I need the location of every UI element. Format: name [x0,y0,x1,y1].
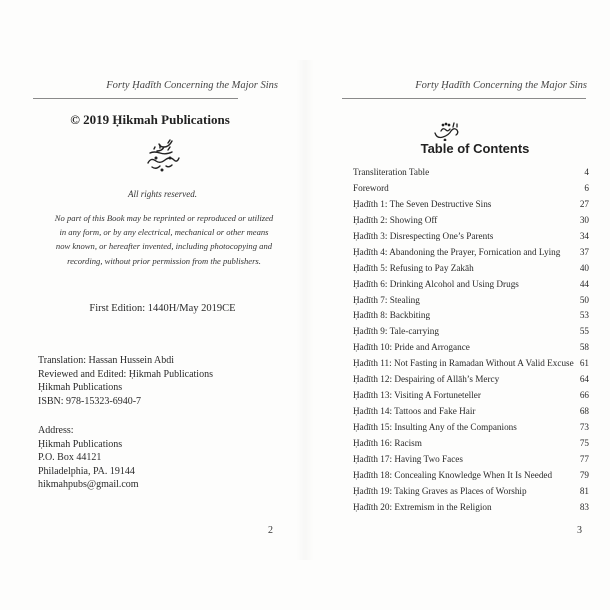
toc-entry[interactable] [353,390,589,406]
toc-entry-title: Ḥadīth 15: Insulting Any of the Companions [353,422,517,432]
toc-entry-page: 58 [579,342,589,353]
page-number: 3 [577,525,582,536]
credits-block [38,354,213,408]
toc-entry-page: 83 [579,501,589,512]
toc-entry-page: 75 [579,437,589,448]
toc-entry-page: 4 [584,167,589,177]
toc-entry-title: Ḥadīth 9: Tale-carrying [353,326,439,337]
toc-entry-title: Ḥadīth 3: Disrespecting One’s Parents [353,230,494,241]
toc-entry[interactable] [353,342,589,358]
running-head: Forty Ḥadīth Concerning the Major Sins [106,80,278,91]
toc-entry-page: 50 [579,294,589,305]
all-rights-reserved: All rights reserved. [128,189,197,199]
toc-entry[interactable] [353,167,589,183]
toc-entry[interactable] [353,295,589,311]
toc-entry[interactable] [353,215,589,231]
toc-entry-page: 37 [579,246,589,257]
toc-entry-page: 53 [579,310,589,321]
toc-entry[interactable] [353,374,589,390]
page-number: 2 [268,525,273,536]
toc-entry-page: 79 [579,469,589,480]
publisher-name: Ḥikmah Publications [38,382,123,394]
arabic-calligraphy-icon [137,135,187,175]
toc-entry-title: Ḥadīth 17: Having Two Faces [353,453,463,464]
toc-entry[interactable] [353,438,589,454]
toc-entry[interactable] [353,199,589,215]
toc-entry-page: 61 [579,358,589,369]
toc-entry[interactable] [353,470,589,486]
toc-entry-title: Ḥadīth 8: Backbiting [353,310,431,321]
address-publisher: Ḥikmah Publications [38,438,123,450]
toc-entry-title: Ḥadīth 10: Pride and Arrogance [353,342,470,353]
toc-entry[interactable] [353,183,589,199]
toc-entry-title: Ḥadīth 4: Abandoning the Prayer, Fornication and Lying [353,246,561,257]
toc-entry-title: Ḥadīth 20: Extremism in the Religion [353,501,492,512]
toc-entry[interactable] [353,310,589,326]
copyright-notice: © 2019 Ḥikmah Publications [70,112,230,127]
toc-entry-page: 55 [579,326,589,337]
toc-entry-page: 68 [579,406,589,417]
calligraphy-glyph-icon [142,137,182,173]
toc-entry-page: 34 [579,230,589,241]
toc-entry[interactable] [353,279,589,295]
header-rule [342,98,586,99]
table-of-contents [353,167,589,518]
address-po-box: P.O. Box 44121 [38,452,102,464]
translation-credit: Translation: Hassan Hussein Abdi [38,355,175,366]
toc-entry-title: Ḥadīth 7: Stealing [353,294,420,305]
toc-entry[interactable] [353,422,589,438]
toc-entry-title: Ḥadīth 6: Drinking Alcohol and Using Drugs [353,278,519,289]
toc-entry-page: 66 [579,390,589,401]
arabic-fihris-icon [427,118,467,142]
toc-entry[interactable] [353,486,589,502]
toc-entry-title: Ḥadīth 5: Refusing to Pay Zakāh [353,262,474,273]
fihris-glyph-icon [431,119,463,141]
toc-entry-page: 64 [579,374,589,385]
toc-entry-page: 73 [579,422,589,432]
toc-entry-page: 27 [579,198,589,209]
toc-entry[interactable] [353,247,589,263]
review-credit: Reviewed and Edited: Ḥikmah Publications [38,368,213,380]
toc-entry-page: 44 [579,278,589,289]
address-block [38,424,139,492]
running-head: Forty Ḥadīth Concerning the Major Sins [415,80,587,91]
toc-entry[interactable] [353,358,589,374]
toc-entry[interactable] [353,406,589,422]
toc-entry-page: 81 [579,485,589,496]
toc-entry-title: Ḥadīth 13: Visiting A Fortuneteller [353,390,481,401]
toc-entry-title: Foreword [353,182,389,193]
edition-info: First Edition: 1440H/May 2019CE [89,303,236,314]
address-email: hikmahpubs@gmail.com [38,479,139,491]
toc-entry[interactable] [353,454,589,470]
toc-entry-title: Ḥadīth 16: Racism [353,437,422,448]
legal-notice [45,211,283,268]
legal-line: in any form, or by any electrical, mechanical or other means [59,227,269,238]
toc-entry-page: 6 [584,182,589,193]
toc-entry[interactable] [353,326,589,342]
toc-entry-title: Transliteration Table [353,167,430,177]
toc-entry-title: Ḥadīth 11: Not Fasting in Ramadan Without A Valid Excuse [353,358,574,369]
header-rule [33,98,238,99]
toc-entry-title: Ḥadīth 18: Concealing Knowledge When It Is Needed [353,469,553,480]
toc-entry-title: Ḥadīth 12: Despairing of Allāh’s Mercy [353,374,500,385]
legal-line: recording, without prior permission from the publishers. [67,255,261,266]
toc-entry-page: 40 [579,262,589,273]
toc-entry-title: Ḥadīth 19: Taking Graves as Places of Worship [353,485,527,496]
toc-entry-title: Ḥadīth 2: Showing Off [353,214,438,225]
legal-line: now known, or hereafter invented, including photocopying and [55,241,273,252]
toc-entry-title: Ḥadīth 1: The Seven Destructive Sins [353,198,492,209]
toc-entry[interactable] [353,231,589,247]
toc-entry[interactable] [353,263,589,279]
toc-title: Table of Contents [420,141,530,156]
toc-entry-page: 30 [579,214,589,225]
toc-entry-title: Ḥadīth 14: Tattoos and Fake Hair [353,406,476,417]
toc-entry-page: 77 [579,453,589,464]
toc-entry[interactable] [353,502,589,518]
address-city: Philadelphia, PA. 19144 [38,465,135,477]
address-label: Address: [38,425,74,436]
isbn: ISBN: 978-15323-6940-7 [38,395,142,407]
legal-line: No part of this Book may be reprinted or reproduced or utilized [54,213,274,223]
right-page [305,0,610,610]
